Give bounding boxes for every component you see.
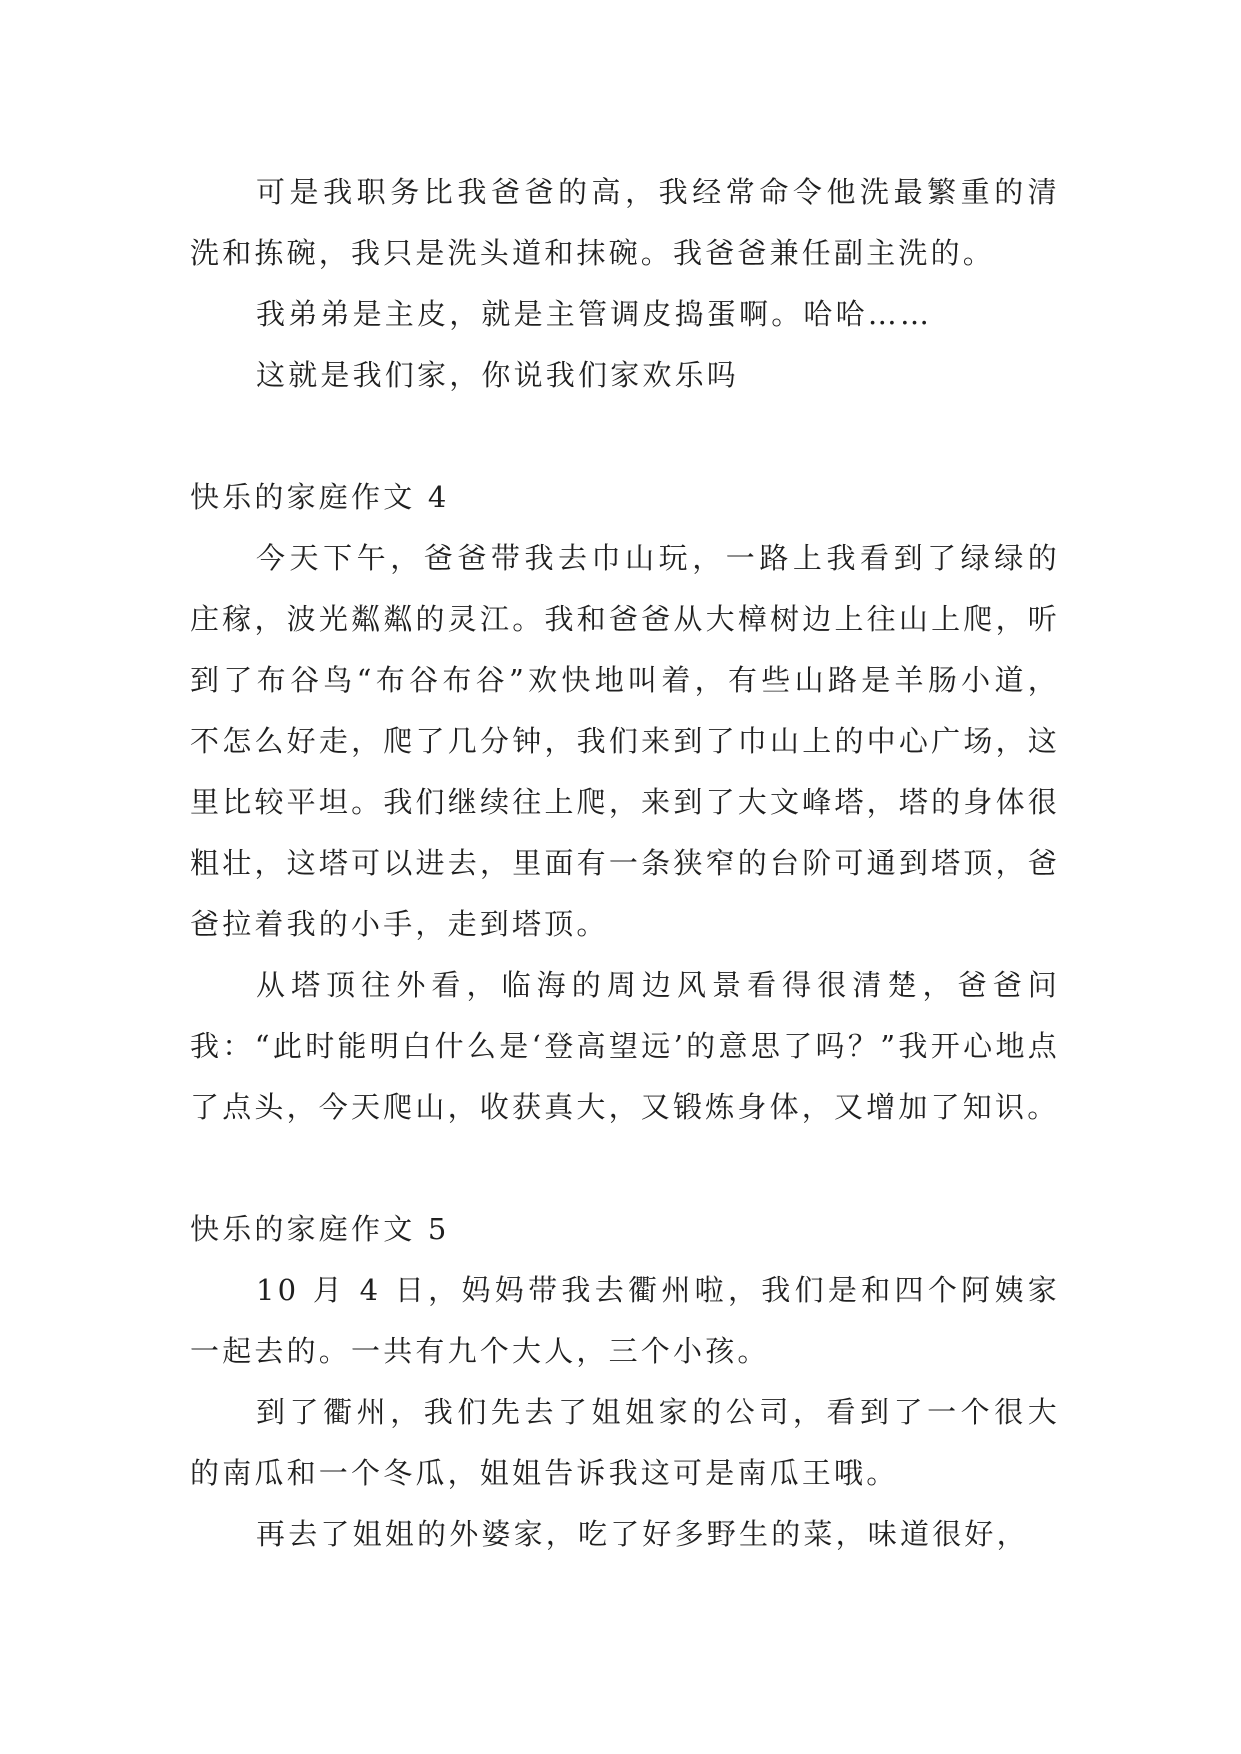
- section-heading: 快乐的家庭作文 5: [190, 1212, 450, 1246]
- section-heading: 快乐的家庭作文 4: [190, 480, 450, 514]
- paragraph: 从塔顶往外看，临海的周边风景看得很清楚，爸爸问我：“此时能明白什么是‘登高望远’的意思了吗？”我开心地点了点头，今天爬山，收获真大，又锻炼身体，又增加了知识。: [190, 968, 1060, 1124]
- section-gap: [190, 406, 1060, 467]
- paragraph: 我弟弟是主皮，就是主管调皮捣蛋啊。哈哈……: [256, 297, 933, 331]
- section-gap: [190, 1138, 1060, 1199]
- paragraph: 这就是我们家，你说我们家欢乐吗: [256, 358, 740, 392]
- paragraph: 到了衢州，我们先去了姐姐家的公司，看到了一个很大的南瓜和一个冬瓜，姐姐告诉我这可是南瓜王哦。: [190, 1395, 1060, 1490]
- paragraph: 今天下午，爸爸带我去巾山玩，一路上我看到了绿绿的庄稼，波光粼粼的灵江。我和爸爸从大樟树边上往山上爬，听到了布谷鸟“布谷布谷”欢快地叫着，有些山路是羊肠小道，不怎么好走，爬了几分钟，我们来到了巾山上的中心广场，这里比较平坦。我们继续往上爬，来到了大文峰塔，塔的身体很粗壮，这塔可以进去，里面有一条狭窄的台阶可通到塔顶，爸爸拉着我的小手，走到塔顶。: [190, 541, 1060, 941]
- paragraph: 再去了姐姐的外婆家，吃了好多野生的菜，味道很好，: [256, 1517, 1029, 1551]
- paragraph: 可是我职务比我爸爸的高，我经常命令他洗最繁重的清洗和拣碗，我只是洗头道和抹碗。我爸爸兼任副主洗的。: [190, 175, 1060, 270]
- paragraph: 10 月 4 日，妈妈带我去衢州啦，我们是和四个阿姨家一起去的。一共有九个大人，三个小孩。: [190, 1273, 1060, 1368]
- document-body: [190, 162, 1060, 1565]
